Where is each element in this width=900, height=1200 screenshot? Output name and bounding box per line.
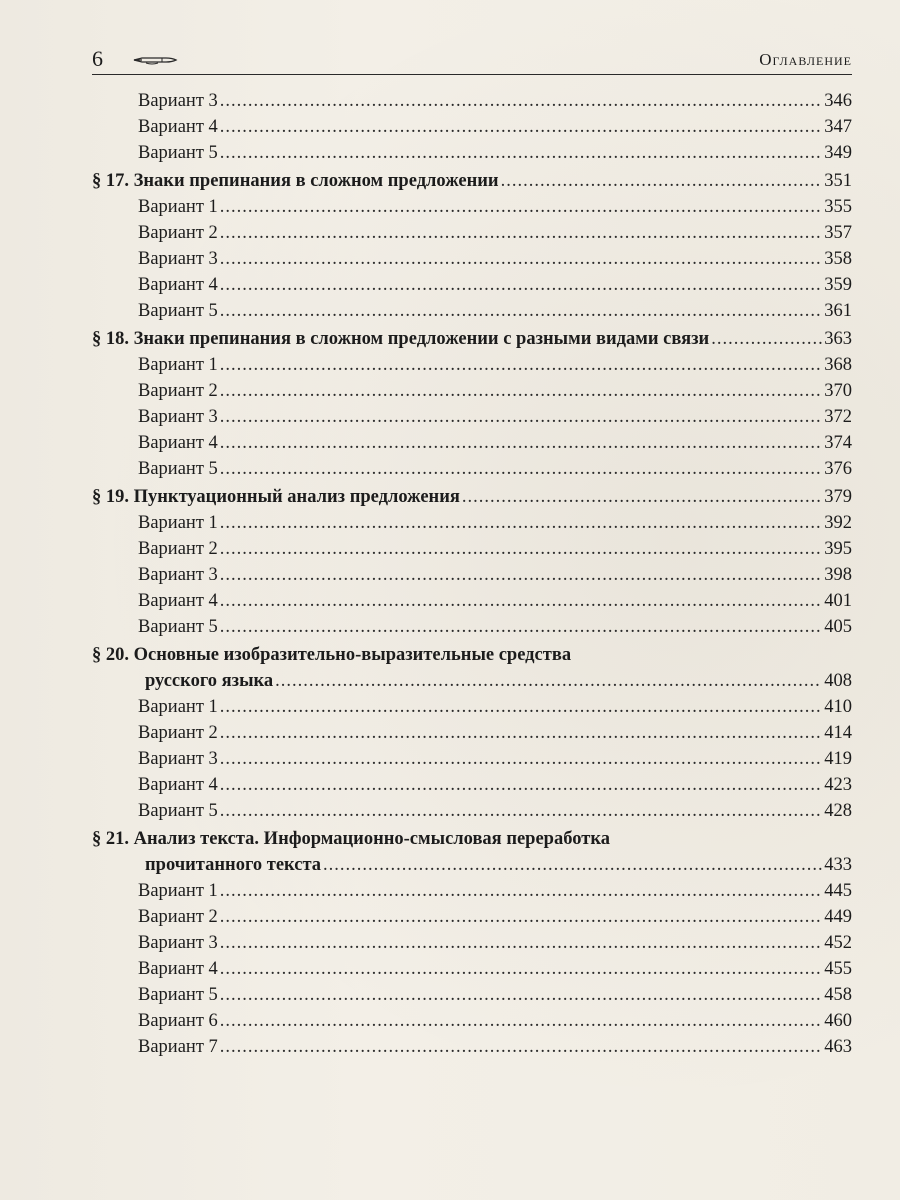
toc-entry-label: Вариант 4 — [138, 117, 218, 137]
toc-entry-label: Вариант 3 — [138, 407, 218, 427]
toc-entry[interactable] — [92, 404, 852, 430]
toc-entry-label: Вариант 5 — [138, 301, 218, 321]
dot-leader — [220, 904, 822, 930]
dot-leader — [220, 1034, 822, 1060]
page-header — [92, 44, 852, 75]
toc-entry-label: Вариант 3 — [138, 933, 218, 953]
dot-leader — [462, 484, 822, 510]
toc-section-page: 408 — [824, 671, 852, 691]
toc-entry-page: 463 — [824, 1037, 852, 1057]
toc-section-title-line2: русского языка — [145, 671, 274, 691]
toc-section-title-line2-row — [92, 852, 852, 878]
toc-section-title-line2: прочитанного текста — [145, 855, 322, 875]
toc-entry-label: Вариант 5 — [138, 801, 218, 821]
toc-entry-page: 419 — [824, 749, 852, 769]
toc-entry-page: 398 — [824, 565, 852, 585]
toc-entry-page: 355 — [824, 197, 852, 217]
toc-entry-label: Вариант 1 — [138, 355, 218, 375]
dot-leader — [323, 852, 822, 878]
toc-entry[interactable] — [92, 456, 852, 482]
toc-entry-page: 392 — [824, 513, 852, 533]
toc-entry-page: 455 — [824, 959, 852, 979]
toc-entry-page: 374 — [824, 433, 852, 453]
dot-leader — [220, 772, 822, 798]
toc-entry-label: Вариант 1 — [138, 197, 218, 217]
toc-entry[interactable] — [92, 588, 852, 614]
toc-entry[interactable] — [92, 298, 852, 324]
toc-entry-page: 370 — [824, 381, 852, 401]
toc-entry-label: Вариант 2 — [138, 539, 218, 559]
toc-entry[interactable] — [92, 246, 852, 272]
toc-entry-label: Вариант 3 — [138, 91, 218, 111]
toc-entry-label: Вариант 4 — [138, 959, 218, 979]
dot-leader — [220, 746, 822, 772]
toc-entry-label: Вариант 2 — [138, 223, 218, 243]
toc-entry-label: Вариант 5 — [138, 143, 218, 163]
toc-section-title-line1: § 21. Анализ текста. Информационно-смысловая переработка — [92, 829, 610, 849]
toc-section-heading[interactable] — [92, 484, 852, 510]
toc-entry-page: 452 — [824, 933, 852, 953]
dot-leader — [220, 930, 822, 956]
toc-entry-page: 449 — [824, 907, 852, 927]
toc-entry[interactable] — [92, 1034, 852, 1060]
dot-leader — [220, 1008, 822, 1034]
table-of-contents — [92, 88, 852, 1060]
toc-entry-label: Вариант 4 — [138, 775, 218, 795]
toc-entry[interactable] — [92, 140, 852, 166]
toc-entry[interactable] — [92, 772, 852, 798]
toc-entry-label: Вариант 5 — [138, 459, 218, 479]
toc-entry-label: Вариант 3 — [138, 249, 218, 269]
dot-leader — [275, 668, 822, 694]
toc-entry-page: 395 — [824, 539, 852, 559]
toc-entry-label: Вариант 5 — [138, 617, 218, 637]
toc-entry[interactable] — [92, 220, 852, 246]
toc-entry[interactable] — [92, 510, 852, 536]
toc-entry-page: 414 — [824, 723, 852, 743]
toc-section-page: 351 — [824, 171, 852, 191]
toc-entry-label: Вариант 2 — [138, 907, 218, 927]
toc-entry-label: Вариант 3 — [138, 565, 218, 585]
toc-section-heading[interactable] — [92, 168, 852, 194]
toc-entry-page: 349 — [824, 143, 852, 163]
toc-section-title: § 17. Знаки препинания в сложном предложении — [92, 171, 499, 191]
toc-entry-page: 347 — [824, 117, 852, 137]
toc-entry-page: 423 — [824, 775, 852, 795]
toc-entry[interactable] — [92, 694, 852, 720]
dot-leader — [220, 194, 822, 220]
toc-entry[interactable] — [92, 352, 852, 378]
toc-entry-page: 357 — [824, 223, 852, 243]
toc-entry-page: 359 — [824, 275, 852, 295]
toc-entry-label: Вариант 4 — [138, 433, 218, 453]
toc-entry-page: 346 — [824, 91, 852, 111]
toc-entry-page: 401 — [824, 591, 852, 611]
toc-section-title: § 18. Знаки препинания в сложном предложении с разными видами связи — [92, 329, 710, 349]
toc-entry-page: 361 — [824, 301, 852, 321]
dot-leader — [220, 562, 822, 588]
toc-entry-page: 458 — [824, 985, 852, 1005]
dot-leader — [220, 588, 822, 614]
toc-entry[interactable] — [92, 878, 852, 904]
toc-entry[interactable] — [92, 720, 852, 746]
dot-leader — [220, 140, 822, 166]
toc-entry[interactable] — [92, 614, 852, 640]
toc-entry[interactable] — [92, 272, 852, 298]
dot-leader — [220, 246, 822, 272]
dot-leader — [220, 456, 822, 482]
dot-leader — [220, 378, 822, 404]
toc-entry-page: 405 — [824, 617, 852, 637]
toc-entry[interactable] — [92, 536, 852, 562]
dot-leader — [220, 510, 822, 536]
toc-entry[interactable] — [92, 904, 852, 930]
dot-leader — [220, 404, 822, 430]
toc-entry-page: 358 — [824, 249, 852, 269]
toc-entry[interactable] — [92, 88, 852, 114]
toc-entry[interactable] — [92, 194, 852, 220]
dot-leader — [220, 694, 822, 720]
toc-section-title: § 19. Пунктуационный анализ предложения — [92, 487, 460, 507]
toc-section-title-line2-row — [92, 668, 852, 694]
toc-entry-page: 410 — [824, 697, 852, 717]
running-title: Оглавление — [759, 50, 852, 69]
toc-entry[interactable] — [92, 746, 852, 772]
toc-entry-label: Вариант 1 — [138, 513, 218, 533]
toc-entry-label: Вариант 2 — [138, 723, 218, 743]
dot-leader — [220, 220, 822, 246]
dot-leader — [220, 114, 822, 140]
toc-entry-label: Вариант 7 — [138, 1037, 218, 1057]
dot-leader — [220, 536, 822, 562]
toc-entry-label: Вариант 2 — [138, 381, 218, 401]
pen-icon — [132, 53, 178, 67]
dot-leader — [220, 798, 822, 824]
toc-section-heading[interactable] — [92, 326, 852, 352]
dot-leader — [220, 982, 822, 1008]
dot-leader — [220, 720, 822, 746]
toc-entry-label: Вариант 4 — [138, 591, 218, 611]
dot-leader — [220, 272, 822, 298]
dot-leader — [220, 878, 822, 904]
toc-entry-label: Вариант 3 — [138, 749, 218, 769]
toc-entry[interactable] — [92, 798, 852, 824]
toc-entry-page: 428 — [824, 801, 852, 821]
toc-entry-page: 376 — [824, 459, 852, 479]
toc-entry-page: 368 — [824, 355, 852, 375]
toc-entry[interactable] — [92, 378, 852, 404]
dot-leader — [220, 614, 822, 640]
toc-section-title-line1: § 20. Основные изобразительно-выразительные средства — [92, 645, 572, 665]
toc-entry[interactable] — [92, 930, 852, 956]
toc-section-page: 433 — [824, 855, 852, 875]
page-number: 6 — [92, 46, 103, 71]
dot-leader — [220, 298, 822, 324]
toc-entry-label: Вариант 1 — [138, 697, 218, 717]
toc-section-page: 379 — [824, 487, 852, 507]
toc-entry-label: Вариант 4 — [138, 275, 218, 295]
toc-entry[interactable] — [92, 562, 852, 588]
dot-leader — [220, 430, 822, 456]
dot-leader — [220, 352, 822, 378]
dot-leader — [501, 168, 823, 194]
dot-leader — [711, 326, 822, 352]
toc-entry-label: Вариант 6 — [138, 1011, 218, 1031]
toc-entry-label: Вариант 5 — [138, 985, 218, 1005]
toc-entry-label: Вариант 1 — [138, 881, 218, 901]
toc-entry-page: 445 — [824, 881, 852, 901]
toc-section-heading[interactable] — [92, 826, 852, 878]
toc-entry[interactable] — [92, 1008, 852, 1034]
dot-leader — [220, 88, 822, 114]
toc-entry-page: 372 — [824, 407, 852, 427]
toc-entry[interactable] — [92, 114, 852, 140]
toc-entry-page: 460 — [824, 1011, 852, 1031]
toc-entry[interactable] — [92, 956, 852, 982]
toc-entry[interactable] — [92, 430, 852, 456]
dot-leader — [220, 956, 822, 982]
toc-entry[interactable] — [92, 982, 852, 1008]
toc-section-page: 363 — [824, 329, 852, 349]
toc-section-heading[interactable] — [92, 642, 852, 694]
